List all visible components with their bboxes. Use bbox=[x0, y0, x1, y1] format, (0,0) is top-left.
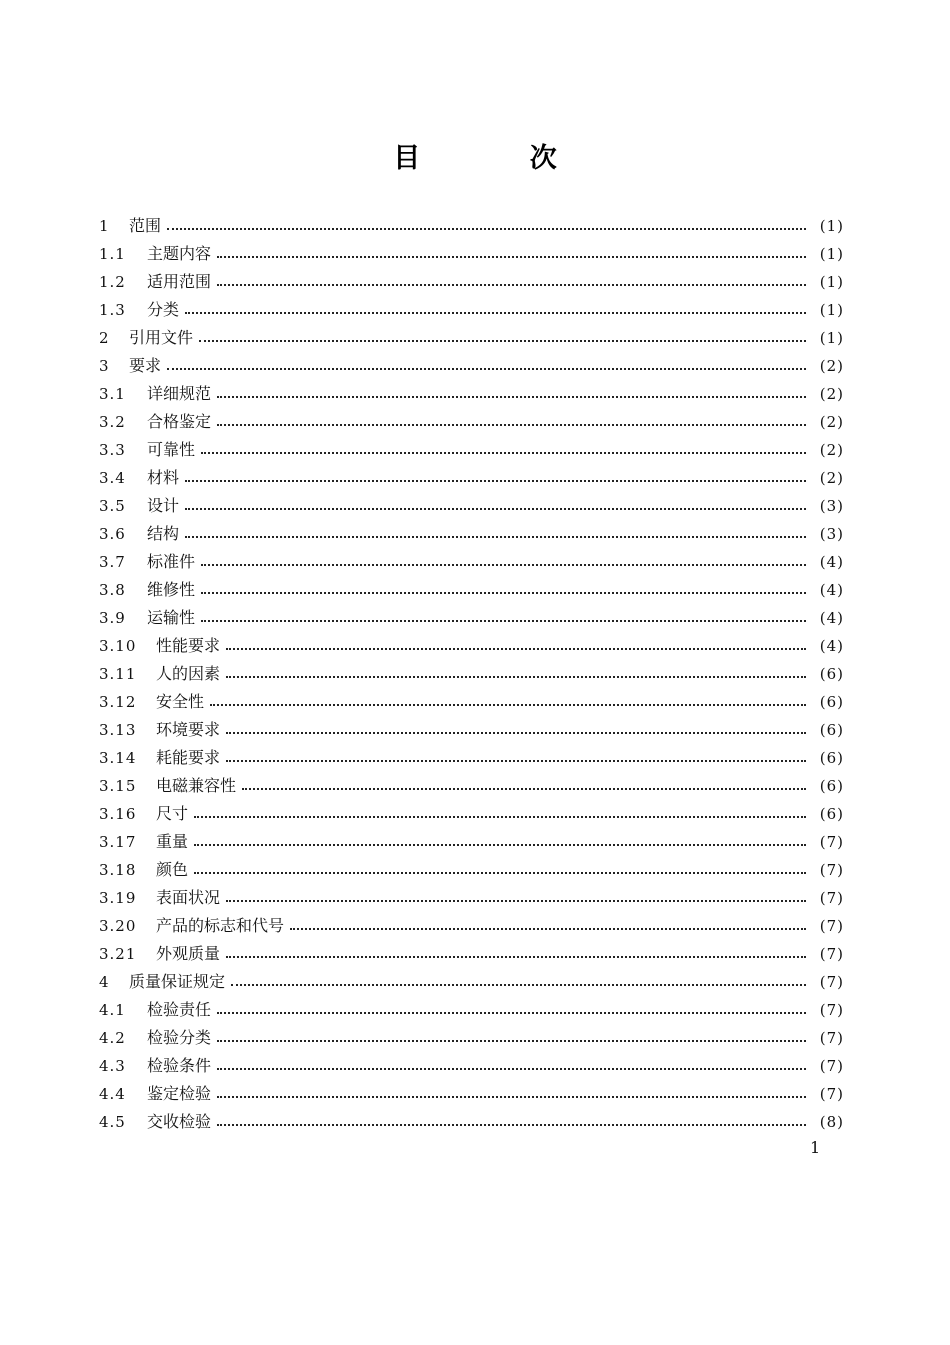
toc-leader-dots bbox=[242, 788, 806, 790]
toc-entry-number: 4.1 bbox=[99, 1001, 126, 1019]
toc-entry bbox=[99, 828, 844, 856]
toc-entry bbox=[99, 716, 844, 744]
toc-entry-page: (2) bbox=[819, 357, 844, 375]
toc-entry-page: (6) bbox=[819, 749, 844, 767]
toc-entry-label: 运输性 bbox=[147, 608, 196, 627]
toc-entry-page: (8) bbox=[819, 1113, 844, 1131]
toc-entry-page: (6) bbox=[819, 693, 844, 711]
toc-entry bbox=[99, 380, 844, 408]
toc-entry-number: 3.9 bbox=[99, 609, 126, 627]
toc-entry-page: (2) bbox=[819, 413, 844, 431]
toc-entry-page: (3) bbox=[819, 497, 844, 515]
toc-entry-number: 4.4 bbox=[99, 1085, 126, 1103]
toc-entry-label: 安全性 bbox=[156, 692, 205, 711]
toc-entry-number: 4.3 bbox=[99, 1057, 126, 1075]
toc-entry-number: 4.2 bbox=[99, 1029, 126, 1047]
toc-entry bbox=[99, 576, 844, 604]
toc-entry-number: 3.7 bbox=[99, 553, 126, 571]
toc-entry-number: 1.3 bbox=[99, 301, 126, 319]
toc-entry-page: (4) bbox=[819, 609, 844, 627]
toc-entry bbox=[99, 492, 844, 520]
toc-leader-dots bbox=[185, 508, 806, 510]
toc-entry bbox=[99, 212, 844, 240]
toc-entry-label: 范围 bbox=[129, 216, 162, 235]
toc-entry-number: 3.12 bbox=[99, 693, 137, 711]
toc-entry bbox=[99, 268, 844, 296]
toc-entry-page: (6) bbox=[819, 665, 844, 683]
toc-leader-dots bbox=[185, 480, 806, 482]
toc-entry-page: (7) bbox=[819, 861, 844, 879]
toc-entry bbox=[99, 240, 844, 268]
toc-entry-page: (6) bbox=[819, 805, 844, 823]
toc-entry-page: (7) bbox=[819, 1085, 844, 1103]
toc-entry-number: 3.17 bbox=[99, 833, 137, 851]
toc-leader-dots bbox=[194, 816, 806, 818]
toc-entry-label: 要求 bbox=[129, 356, 162, 375]
toc-entry bbox=[99, 884, 844, 912]
toc-entry-label: 重量 bbox=[156, 832, 189, 851]
toc-entry-page: (1) bbox=[819, 217, 844, 235]
toc-entry-number: 3.5 bbox=[99, 497, 126, 515]
toc-leader-dots bbox=[217, 1096, 806, 1098]
toc-leader-dots bbox=[231, 984, 806, 986]
toc-entry-page: (2) bbox=[819, 441, 844, 459]
toc-entry bbox=[99, 772, 844, 800]
toc-leader-dots bbox=[226, 676, 806, 678]
toc-entry-label: 详细规范 bbox=[147, 384, 212, 403]
toc-entry bbox=[99, 520, 844, 548]
toc-entry bbox=[99, 352, 844, 380]
toc-entry-page: (6) bbox=[819, 721, 844, 739]
toc-leader-dots bbox=[226, 956, 806, 958]
toc-entry-label: 鉴定检验 bbox=[147, 1084, 212, 1103]
toc-entry-number: 3.19 bbox=[99, 889, 137, 907]
toc-entry-page: (4) bbox=[819, 637, 844, 655]
toc-leader-dots bbox=[201, 592, 806, 594]
toc-entry-page: (2) bbox=[819, 385, 844, 403]
toc-entry-number: 4.5 bbox=[99, 1113, 126, 1131]
toc-entry-label: 可靠性 bbox=[147, 440, 196, 459]
toc-entry bbox=[99, 996, 844, 1024]
toc-entry-label: 电磁兼容性 bbox=[156, 776, 237, 795]
toc-entry bbox=[99, 464, 844, 492]
toc-leader-dots bbox=[210, 704, 806, 706]
toc-entry-page: (4) bbox=[819, 581, 844, 599]
toc-leader-dots bbox=[217, 424, 806, 426]
toc-entry-label: 交收检验 bbox=[147, 1112, 212, 1131]
toc-entry bbox=[99, 324, 844, 352]
toc-leader-dots bbox=[194, 872, 806, 874]
page-title: 目 次 bbox=[393, 143, 607, 174]
toc-entry-label: 维修性 bbox=[147, 580, 196, 599]
toc-leader-dots bbox=[226, 648, 806, 650]
toc-entry bbox=[99, 548, 844, 576]
toc-entry-number: 3.8 bbox=[99, 581, 126, 599]
toc-entry-label: 颜色 bbox=[156, 860, 189, 879]
toc-leader-dots bbox=[199, 340, 806, 342]
toc-entry-number: 3 bbox=[99, 357, 110, 375]
toc-entry-number: 3.10 bbox=[99, 637, 137, 655]
toc-entry-number: 3.21 bbox=[99, 945, 137, 963]
toc-leader-dots bbox=[217, 1012, 806, 1014]
toc-entry-page: (7) bbox=[819, 1029, 844, 1047]
toc-entry-label: 材料 bbox=[147, 468, 180, 487]
toc-entry bbox=[99, 604, 844, 632]
toc-entry-page: (1) bbox=[819, 273, 844, 291]
toc-entry-label: 设计 bbox=[147, 496, 180, 515]
toc-entry-label: 检验条件 bbox=[147, 1056, 212, 1075]
toc-entry-page: (4) bbox=[819, 553, 844, 571]
toc-leader-dots bbox=[201, 564, 806, 566]
toc-entry-label: 引用文件 bbox=[129, 328, 194, 347]
toc-entry bbox=[99, 1108, 844, 1136]
toc-leader-dots bbox=[201, 452, 806, 454]
page-number: 1 bbox=[810, 1138, 821, 1157]
toc-entry-page: (7) bbox=[819, 917, 844, 935]
toc-entry bbox=[99, 1052, 844, 1080]
toc-leader-dots bbox=[226, 732, 806, 734]
toc-entry-number: 3.20 bbox=[99, 917, 137, 935]
toc-entry-label: 表面状况 bbox=[156, 888, 221, 907]
toc-leader-dots bbox=[226, 900, 806, 902]
toc-entry-page: (1) bbox=[819, 245, 844, 263]
toc-entry-page: (7) bbox=[819, 973, 844, 991]
table-of-contents bbox=[99, 212, 844, 1136]
toc-entry-label: 人的因素 bbox=[156, 664, 221, 683]
toc-entry-label: 标准件 bbox=[147, 552, 196, 571]
toc-entry-page: (7) bbox=[819, 833, 844, 851]
toc-leader-dots bbox=[185, 312, 806, 314]
toc-entry bbox=[99, 968, 844, 996]
toc-entry bbox=[99, 632, 844, 660]
toc-leader-dots bbox=[201, 620, 806, 622]
toc-entry-label: 检验分类 bbox=[147, 1028, 212, 1047]
toc-leader-dots bbox=[217, 1068, 806, 1070]
toc-leader-dots bbox=[217, 256, 806, 258]
toc-entry-label: 质量保证规定 bbox=[129, 972, 226, 991]
toc-leader-dots bbox=[226, 760, 806, 762]
toc-entry-number: 3.11 bbox=[99, 665, 137, 683]
toc-entry-number: 1.1 bbox=[99, 245, 126, 263]
toc-leader-dots bbox=[217, 396, 806, 398]
toc-entry bbox=[99, 856, 844, 884]
toc-entry-label: 外观质量 bbox=[156, 944, 221, 963]
toc-entry-number: 3.15 bbox=[99, 777, 137, 795]
toc-leader-dots bbox=[194, 844, 806, 846]
toc-entry-label: 结构 bbox=[147, 524, 180, 543]
toc-leader-dots bbox=[167, 368, 806, 370]
toc-entry-label: 分类 bbox=[147, 300, 180, 319]
toc-entry-number: 3.3 bbox=[99, 441, 126, 459]
toc-entry-page: (6) bbox=[819, 777, 844, 795]
toc-leader-dots bbox=[185, 536, 806, 538]
toc-entry bbox=[99, 660, 844, 688]
toc-entry-label: 尺寸 bbox=[156, 804, 189, 823]
toc-entry-label: 性能要求 bbox=[156, 636, 221, 655]
toc-entry-page: (1) bbox=[819, 329, 844, 347]
toc-entry bbox=[99, 800, 844, 828]
toc-entry-number: 3.14 bbox=[99, 749, 137, 767]
toc-entry bbox=[99, 744, 844, 772]
toc-leader-dots bbox=[217, 1124, 806, 1126]
toc-entry-number: 3.4 bbox=[99, 469, 126, 487]
toc-entry-number: 3.18 bbox=[99, 861, 137, 879]
toc-entry-label: 环境要求 bbox=[156, 720, 221, 739]
toc-entry bbox=[99, 408, 844, 436]
toc-entry bbox=[99, 940, 844, 968]
toc-entry-number: 3.1 bbox=[99, 385, 126, 403]
toc-entry-number: 2 bbox=[99, 329, 110, 347]
toc-entry-page: (7) bbox=[819, 945, 844, 963]
toc-entry bbox=[99, 436, 844, 464]
toc-entry-label: 合格鉴定 bbox=[147, 412, 212, 431]
toc-entry-number: 3.16 bbox=[99, 805, 137, 823]
toc-entry-label: 耗能要求 bbox=[156, 748, 221, 767]
toc-entry-label: 检验责任 bbox=[147, 1000, 212, 1019]
toc-entry-number: 4 bbox=[99, 973, 110, 991]
toc-entry-label: 产品的标志和代号 bbox=[156, 916, 285, 935]
toc-entry-page: (7) bbox=[819, 1057, 844, 1075]
toc-entry-number: 3.2 bbox=[99, 413, 126, 431]
toc-leader-dots bbox=[167, 228, 806, 230]
toc-leader-dots bbox=[217, 1040, 806, 1042]
toc-entry bbox=[99, 1024, 844, 1052]
toc-entry-label: 适用范围 bbox=[147, 272, 212, 291]
toc-entry-page: (7) bbox=[819, 889, 844, 907]
toc-entry bbox=[99, 296, 844, 324]
toc-leader-dots bbox=[290, 928, 806, 930]
toc-entry-number: 1.2 bbox=[99, 273, 126, 291]
toc-entry bbox=[99, 912, 844, 940]
toc-entry-number: 1 bbox=[99, 217, 110, 235]
toc-entry bbox=[99, 688, 844, 716]
toc-entry-label: 主题内容 bbox=[147, 244, 212, 263]
toc-entry-page: (7) bbox=[819, 1001, 844, 1019]
toc-entry-page: (3) bbox=[819, 525, 844, 543]
toc-entry-page: (2) bbox=[819, 469, 844, 487]
toc-entry-number: 3.13 bbox=[99, 721, 137, 739]
toc-entry-number: 3.6 bbox=[99, 525, 126, 543]
toc-entry bbox=[99, 1080, 844, 1108]
toc-leader-dots bbox=[217, 284, 806, 286]
toc-entry-page: (1) bbox=[819, 301, 844, 319]
